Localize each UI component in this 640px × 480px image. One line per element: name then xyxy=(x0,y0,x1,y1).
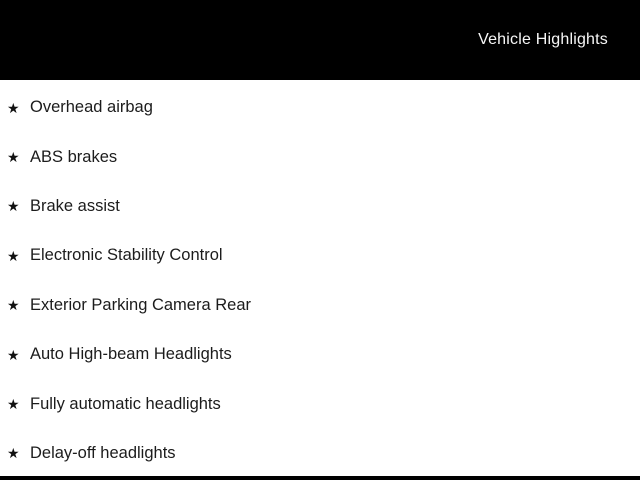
star-icon: ★ xyxy=(7,297,20,314)
list-item xyxy=(7,429,640,478)
star-icon: ★ xyxy=(7,198,20,215)
highlight-label: Exterior Parking Camera Rear xyxy=(30,295,251,314)
list-item xyxy=(7,182,640,231)
list-item xyxy=(7,83,640,132)
footer-bar xyxy=(0,476,640,480)
highlight-label: Brake assist xyxy=(30,196,120,215)
list-item xyxy=(7,379,640,428)
highlight-label: Auto High-beam Headlights xyxy=(30,345,232,364)
highlight-label: Fully automatic headlights xyxy=(30,394,221,413)
highlight-label: ABS brakes xyxy=(30,147,118,166)
list-item xyxy=(7,132,640,181)
star-icon: ★ xyxy=(7,247,20,264)
header-bar xyxy=(0,0,640,80)
list-item xyxy=(7,281,640,330)
list-item xyxy=(7,330,640,379)
highlight-label: Electronic Stability Control xyxy=(30,246,223,265)
star-icon: ★ xyxy=(7,149,20,166)
star-icon: ★ xyxy=(7,445,20,462)
star-icon: ★ xyxy=(7,99,20,116)
star-icon: ★ xyxy=(7,396,20,413)
page-title: Vehicle Highlights xyxy=(478,31,608,48)
highlight-label: Delay-off headlights xyxy=(30,443,176,462)
highlight-label: Overhead airbag xyxy=(30,98,153,117)
list-item xyxy=(7,231,640,280)
star-icon: ★ xyxy=(7,346,20,363)
highlights-list xyxy=(0,80,640,478)
